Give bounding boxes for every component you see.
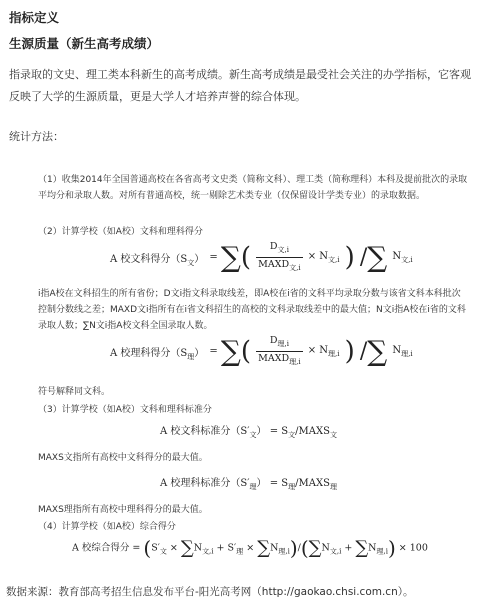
fraction: $\frac{D_{文,i}}{MAXD_{文,i}}$ bbox=[258, 241, 301, 272]
intro-paragraph: 指录取的文史、理工类本科新生的高考成绩。新生高考成绩是最受社会关注的办学指标，它客观反映了大学的生源质量，更是大学人才培养声誉的综合体现。 bbox=[9, 68, 471, 103]
formula-li-standard: A 校理科标准分$(S'_理)$ = $S_理/MAXS_理$ bbox=[160, 478, 337, 491]
explanation-wen: i指A校在文科招生的所有省份；D文i指文科录取线差，即A校在i省的文科平均录取分数与该省文科本科批次控制分数线之差；MAXD文i指所有在i省文科招生的高校的文科录取线差中的最大值；N文i指A校在i省的文科录取人数；∑N文i指A校文科全国录取人数。 bbox=[38, 289, 466, 331]
formula-label: A 校文科得分$(S_文)$ bbox=[110, 254, 205, 267]
formula-label: A 校理科得分$(S_理)$ bbox=[110, 348, 205, 361]
source-prefix: 数据来源：教育部高考招生信息发布平台-阳光高考网（ bbox=[6, 586, 262, 598]
source-link[interactable]: http://gaokao.chsi.com.cn bbox=[261, 586, 398, 598]
maxs-li-note: MAXS理指所有高校中理科得分的最大值。 bbox=[38, 505, 208, 515]
step-4: （4）计算学校（如A校）综合得分 bbox=[38, 522, 176, 532]
formula-li-score: A 校理科得分$(S_理)$ = ∑( $\frac{D_{理,i}}{MAXD_{理,i}}$ × $N_{理,i}$ ) /∑ $N_{理,i}$ bbox=[110, 334, 413, 368]
stat-method-label: 统计方法： bbox=[9, 130, 64, 143]
maxs-wen-note: MAXS文指所有高校中文科得分的最大值。 bbox=[38, 453, 208, 463]
symbol-note: 符号解释同文科。 bbox=[38, 387, 111, 397]
formula-composite: A 校综合得分 = $(S'_文 \times \sum N_{文,i} + S'_理 \times \sum N_{理,i})/(\sum N_{文,i} + \sum N_{理,i}) \times 100$ bbox=[72, 536, 428, 560]
source-suffix: ）。 bbox=[397, 586, 414, 598]
formula-wen-standard: A 校文科标准分$(S'_文)$ = $S_文/MAXS_文$ bbox=[160, 426, 337, 439]
subheading: 生源质量（新生高考成绩） bbox=[9, 36, 160, 51]
step-2: （2）计算学校（如A校）文科和理科得分 bbox=[38, 227, 203, 237]
formula-wen-score: A 校文科得分$(S_文)$ = ∑( $\frac{D_{文,i}}{MAXD_{文,i}}$ × $N_{文,i}$ ) /∑ $N_{文,i}$ bbox=[110, 240, 413, 274]
step-1: （1）收集2014年全国普通高校在各省高考文史类（简称文科）、理工类（简称理科）本科及提前批次的录取平均分和录取人数。对所有普通高校，统一剔除艺术类专业（仅保留设计学类专业）的录取数据。 bbox=[38, 175, 468, 201]
fraction: $\frac{D_{理,i}}{MAXD_{理,i}}$ bbox=[258, 335, 301, 366]
data-source bbox=[6, 584, 414, 599]
heading: 指标定义 bbox=[9, 10, 60, 25]
step-3: （3）计算学校（如A校）文科和理科标准分 bbox=[38, 405, 212, 415]
